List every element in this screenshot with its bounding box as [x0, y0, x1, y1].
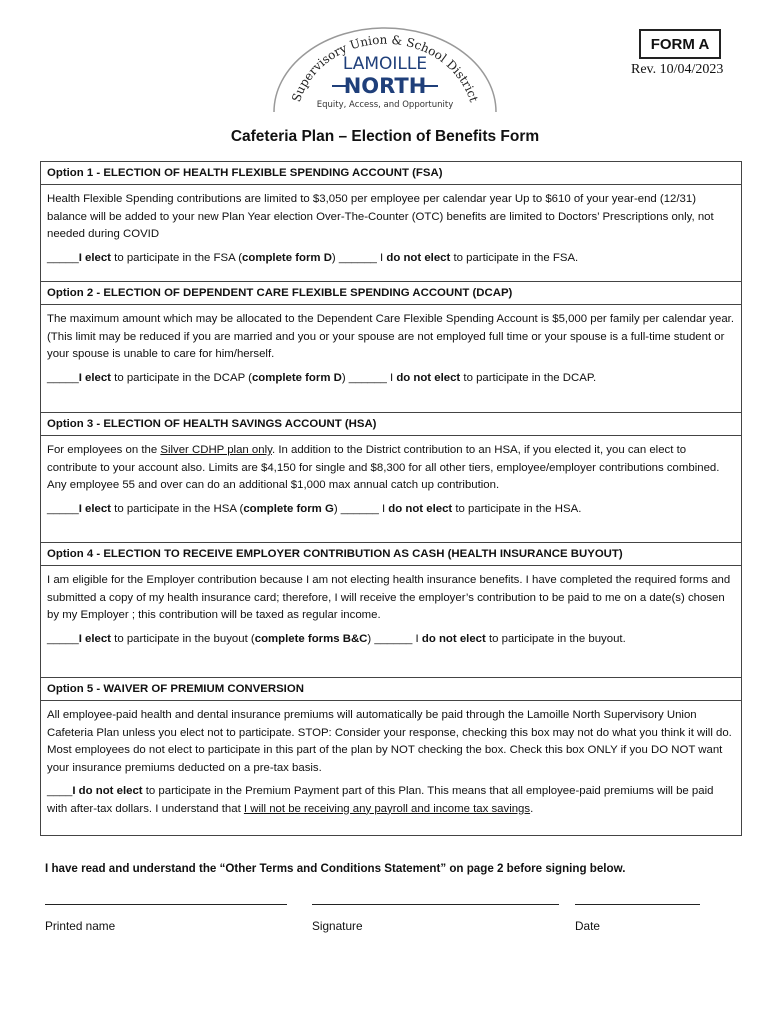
option-3-election [47, 495, 735, 523]
option-5-election [47, 777, 735, 822]
option-4-heading: Option 4 - ELECTION TO RECEIVE EMPLOYER CONTRIBUTION AS CASH (HEALTH INSURANCE BUYOUT) [41, 543, 741, 566]
election-text: to participate in the buyout. [485, 632, 626, 645]
option-4-election [47, 625, 735, 653]
logo-name-top: LAMOILLE [342, 54, 428, 74]
logo-emblem [272, 26, 498, 114]
printed-name-line[interactable] [45, 904, 287, 905]
elect-text: I elect [78, 632, 111, 645]
election-text: to participate in the HSA. [452, 502, 582, 515]
option-4-section [41, 543, 741, 678]
page-title: Cafeteria Plan – Election of Benefits Form [230, 128, 540, 145]
election-text: to participate in the FSA ( [110, 251, 243, 264]
not-elect-blank[interactable]: ) ______ I [333, 502, 389, 515]
body-text: . In addition to the District contribution to an HSA, if you elected it, you can elect to contribute to your account also. Limits are $4,150 for single and $8,300 for all other tiers, employee/employer contributions combined. Any employee 55 and over can do an additional $1,000 max annual catch up contribution. [47, 444, 720, 491]
election-text: to participate in the DCAP ( [110, 371, 252, 384]
elect-text: I elect [78, 371, 111, 384]
date-line[interactable] [575, 904, 700, 905]
election-text: . [530, 802, 534, 815]
district-logo [272, 26, 498, 114]
option-1-election [47, 244, 735, 272]
election-text: to participate in the buyout ( [110, 632, 255, 645]
form-label: FORM A [639, 29, 721, 59]
not-elect-text: I do not elect [72, 785, 143, 797]
not-elect-blank[interactable]: ____ [47, 785, 73, 797]
logo-tagline: Equity, Access, and Opportunity [316, 100, 454, 110]
form-reference: complete form D [251, 371, 342, 384]
printed-name-label: Printed name [45, 919, 116, 933]
tax-savings-notice: I will not be receiving any payroll and income tax savings [243, 802, 531, 815]
form-reference: complete forms B&C [254, 632, 368, 645]
election-text: to participate in the Premium Payment part of this Plan. This means that all employee-paid premiums will be paid with after-tax dollars. I understand that [47, 785, 714, 815]
body-text: For employees on the [47, 444, 161, 456]
elect-blank[interactable]: _____ [47, 502, 79, 515]
option-5-section [41, 678, 741, 835]
option-5-body: All employee-paid health and dental insurance premiums will automatically be paid through the Lamoille North Supervisory Union Cafeteria Plan unless you elect not to participate. STOP: Consider your response, checking this box may not do what you think it will do. Most employees do not elect to participate in this part of the plan by NOT checking the box. Check this box ONLY if you DO NOT want your insurance premiums deducted on a pre-tax basis. [47, 709, 732, 774]
logo-arc-text: Supervisory Union & School District [289, 32, 481, 104]
not-elect-text: do not elect [421, 632, 486, 645]
elect-text: I elect [78, 251, 111, 264]
plan-link[interactable]: Silver CDHP plan only [160, 444, 272, 456]
option-2-heading: Option 2 - ELECTION OF DEPENDENT CARE FLEXIBLE SPENDING ACCOUNT (DCAP) [41, 282, 741, 305]
option-4-body: I am eligible for the Employer contribution because I am not electing health insurance benefits. I have completed the required forms and submitted a copy of my health insurance card; therefore, I will receive the employer’s contribution to be paid to me on a date(s) chosen by my Employer ; this contribution will be taxed as regular income. [47, 574, 731, 621]
option-3-heading: Option 3 - ELECTION OF HEALTH SAVINGS ACCOUNT (HSA) [41, 413, 741, 436]
option-2-section [41, 282, 741, 413]
election-text: to participate in the FSA. [450, 251, 579, 264]
election-text: to participate in the DCAP. [460, 371, 597, 384]
date-label: Date [575, 919, 600, 933]
not-elect-text: do not elect [396, 371, 461, 384]
not-elect-blank[interactable]: ) ______ I [341, 371, 397, 384]
elect-blank[interactable]: _____ [47, 632, 79, 645]
option-2-body: The maximum amount which may be allocated to the Dependent Care Flexible Spending Account is $5,000 per family per calendar year. (This limit may be reduced if you are married and you or your spouse are not employed full time or your spouse is a full-time student or your spouse is unable to care for him/herself. [47, 313, 734, 360]
elect-blank[interactable]: _____ [47, 371, 79, 384]
option-1-heading: Option 1 - ELECTION OF HEALTH FLEXIBLE SPENDING ACCOUNT (FSA) [41, 162, 741, 185]
form-reference: complete form G [243, 502, 334, 515]
acknowledgement-statement: I have read and understand the “Other Terms and Conditions Statement” on page 2 before signing below. [45, 862, 626, 875]
signature-line[interactable] [312, 904, 559, 905]
signature-label: Signature [312, 919, 363, 933]
not-elect-blank[interactable]: ) ______ I [331, 251, 387, 264]
elect-text: I elect [78, 502, 111, 515]
option-1-section [41, 162, 741, 282]
option-2-election [47, 364, 735, 392]
logo-name-bottom: NORTH [343, 74, 427, 98]
elect-blank[interactable]: _____ [47, 251, 79, 264]
option-1-body: Health Flexible Spending contributions are limited to $3,050 per employee per calendar year Up to $610 of your year-end (12/31) balance will be added to your new Plan Year election Over-The-Counter (OTC) benefits are limited to Doctors’ Prescriptions only, not needed during COVID [47, 193, 714, 240]
options-table [40, 161, 742, 836]
revision-date: Rev. 10/04/2023 [631, 62, 724, 77]
form-reference: complete form D [242, 251, 332, 264]
election-text: to participate in the HSA ( [110, 502, 244, 515]
not-elect-blank[interactable]: ) ______ I [367, 632, 422, 645]
not-elect-text: do not elect [386, 251, 451, 264]
not-elect-text: do not elect [388, 502, 453, 515]
option-3-body [47, 436, 735, 495]
option-3-section [41, 413, 741, 543]
option-5-heading: Option 5 - WAIVER OF PREMIUM CONVERSION [41, 678, 741, 701]
